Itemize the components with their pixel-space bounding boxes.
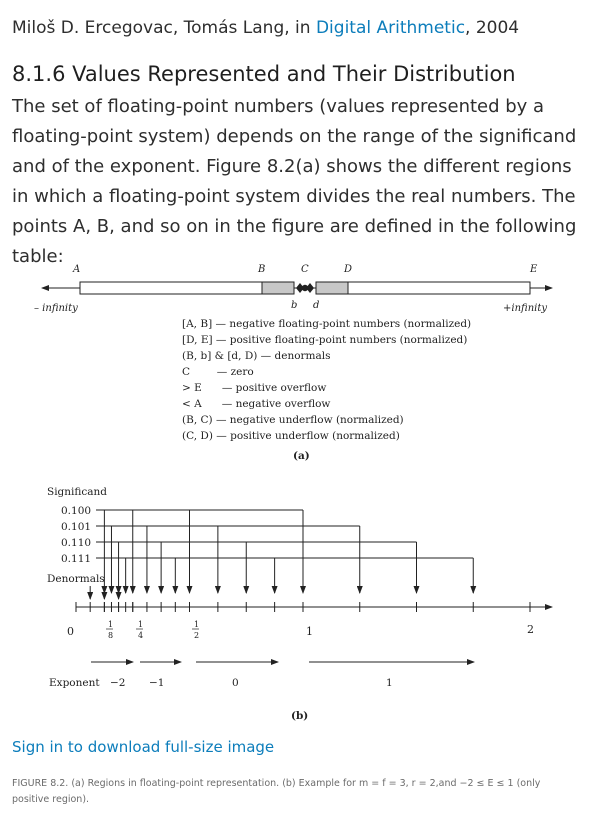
point-b-label: b	[291, 300, 298, 311]
zero-right-tick	[306, 283, 314, 293]
legend-line: C — zero	[182, 366, 254, 378]
axis-eighth-num: 1	[108, 620, 114, 629]
significand-drop-lines	[90, 510, 473, 599]
exponent-value: 1	[386, 677, 393, 689]
figure-a-legend	[182, 318, 471, 442]
axis-two-label: 2	[527, 623, 534, 636]
legend-line: (B, b] & [d, D) — denormals	[182, 350, 331, 362]
point-B-label: B	[258, 264, 266, 275]
pos-infinity-label: +infinity	[503, 303, 547, 314]
denormals-label: Denormals	[47, 573, 105, 585]
axis-zero-label: 0	[67, 625, 74, 638]
legend-line: [A, B] — negative floating-point numbers (normalized)	[182, 318, 472, 330]
significand-value: 0.100	[61, 505, 92, 517]
figure-a-label: (a)	[293, 450, 310, 462]
significand-label: Significand	[47, 486, 108, 498]
axis-half-num: 1	[194, 620, 200, 629]
point-d-label: d	[313, 300, 320, 311]
point-C-label: C	[301, 264, 309, 275]
point-A-label: A	[73, 264, 81, 275]
significand-value: 0.110	[61, 537, 92, 549]
figure-caption: FIGURE 8.2. (a) Regions in floating-point representation. (b) Example for m = f = 3, r = 2,and −2 ≤ E ≤ 1 (only positive region).	[12, 778, 541, 805]
figure-b-label: (b)	[291, 710, 309, 722]
point-D-label: D	[344, 264, 353, 275]
significand-value: 0.111	[61, 553, 92, 565]
figure-a	[34, 264, 552, 462]
book-link[interactable]: Digital Arithmetic	[315, 18, 466, 38]
axis-half-den: 2	[194, 631, 200, 640]
exponent-label: Exponent	[49, 677, 100, 689]
year: , 2004	[465, 18, 520, 38]
legend-line: [D, E] — positive floating-point numbers (normalized)	[182, 334, 468, 346]
exponent-value: 0	[232, 677, 239, 689]
point-E-label: E	[530, 264, 538, 275]
legend-line: > E — positive overflow	[182, 382, 327, 394]
exponent-value: −2	[110, 677, 126, 689]
legend-line: (B, C) — negative underflow (normalized)	[182, 414, 404, 426]
body-paragraph: The set of floating-point numbers (values represented by a floating-point system) depends on the range of the significand and of the exponent. Figure 8.2(a) shows the different regions in which a floating-point system divides the real numbers. The points A, B, and so on in the figure are defined in the following table:	[12, 96, 577, 267]
legend-line: < A — negative overflow	[182, 398, 331, 410]
neg-infinity-label: – infinity	[34, 303, 78, 314]
exponent-value: −1	[149, 677, 165, 689]
neg-denormal-region	[262, 282, 294, 294]
figure-b	[47, 486, 552, 722]
legend-line: (C, D) — positive underflow (normalized)	[182, 430, 400, 442]
axis-one-label: 1	[306, 625, 313, 638]
axis-eighth-den: 8	[108, 631, 114, 640]
axis-quarter-den: 4	[138, 631, 144, 640]
neg-normalized-region	[80, 282, 262, 294]
pos-denormal-region	[316, 282, 348, 294]
sign-in-download-link[interactable]: Sign in to download full-size image	[12, 738, 275, 756]
section-title: 8.1.6 Values Represented and Their Distribution	[12, 62, 516, 86]
significand-value: 0.101	[61, 521, 92, 533]
axis-labels	[67, 620, 534, 640]
authors: Miloš D. Ercegovac, Tomás Lang, in	[12, 18, 316, 38]
axis-quarter-num: 1	[138, 620, 144, 629]
pos-normalized-region	[348, 282, 530, 294]
